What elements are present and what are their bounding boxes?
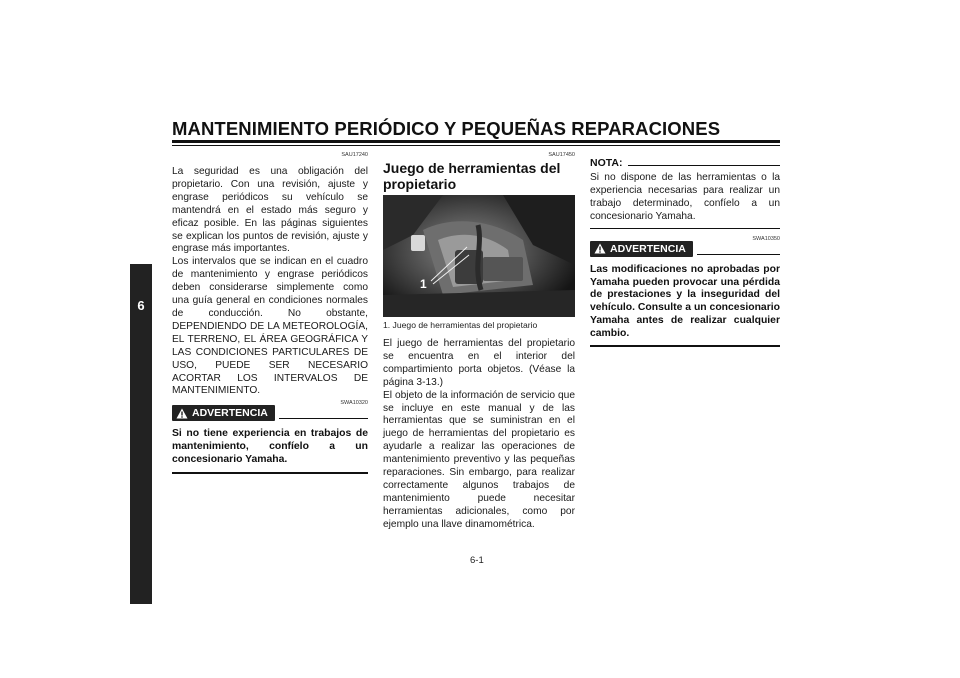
note-rule xyxy=(628,165,780,166)
warning-text: Si no tiene experiencia en trabajos de mantenimiento, confíelo a un concesionario Yamaha. xyxy=(172,428,368,466)
figure-caption: 1. Juego de herramientas del propietario xyxy=(383,320,538,330)
warning-reference-code: SWA10350 xyxy=(752,235,780,242)
warning-rule xyxy=(697,254,780,255)
page-title: MANTENIMIENTO PERIÓDICO Y PEQUEÑAS REPARACIONES xyxy=(172,118,721,139)
column-2 xyxy=(383,152,575,192)
warning-text: Las modificaciones no aprobadas por Yamaha pueden provocar una pérdida de prestaciones y la inseguridad del vehículo. Consulte a un concesionario Yamaha antes de realizar cualquier cambio. xyxy=(590,263,780,340)
reference-code: SAU17450 xyxy=(548,152,575,158)
column-1 xyxy=(172,152,368,474)
warning-label: ADVERTENCIA xyxy=(610,242,686,255)
warning-triangle-icon xyxy=(176,408,188,419)
note-text: Si no dispone de las herramientas o la experiencia necesarias para realizar un trabajo determinado, confíelo a un concesionario Yamaha. xyxy=(590,172,780,222)
page-number: 6-1 xyxy=(470,555,484,566)
warning-rule xyxy=(279,418,368,419)
chapter-number: 6 xyxy=(137,298,145,313)
section-heading: Juego de herramientas del propietario xyxy=(383,160,561,192)
warning-label: ADVERTENCIA xyxy=(192,407,268,420)
toolkit-photo-illustration xyxy=(383,195,575,317)
warning-end-rule xyxy=(590,345,780,347)
intro-text xyxy=(172,166,368,398)
warning-header xyxy=(172,404,368,422)
warning-end-rule xyxy=(172,472,368,474)
reference-code: SAU17240 xyxy=(341,152,368,158)
note-header xyxy=(590,157,780,169)
title-rule xyxy=(172,140,780,143)
paragraph: Los intervalos que se indican en el cuadro de mantenimiento y engrase periódicos deben considerarse simplemente como una guía general en condiciones normales de conducción. No obstante, DEPENDIENDO DE LA METEOROLOGÍA, EL TERRENO, EL ÁREA GEOGRÁFICA Y LAS CONDICIONES PARTICULARES DE USO, PUEDE SER NECESARIO ACORTAR LOS INTERVALOS DE MANTENIMIENTO. xyxy=(172,256,368,397)
chapter-tab xyxy=(130,264,152,604)
warning-triangle-icon xyxy=(594,243,606,254)
paragraph: El juego de herramientas del propietario se encuentra en el interior del compartimiento porta objetos. (Véase la página 3-13.) xyxy=(383,338,575,388)
warning-badge xyxy=(172,405,275,421)
toolkit-photo xyxy=(383,195,575,317)
column-3 xyxy=(590,157,780,347)
note-label: NOTA: xyxy=(590,157,623,169)
warning-reference-code: SWA10320 xyxy=(340,400,368,407)
toolkit-text xyxy=(383,338,575,532)
warning-header xyxy=(590,240,780,258)
warning-badge xyxy=(590,241,693,257)
title-rule-thin xyxy=(172,145,780,146)
paragraph: El objeto de la información de servicio que se incluye en este manual y de las herramientas que se suministran en el juego de herramientas del propietario es ayudarle a realizar las operaciones de mantenimiento preventivo y las pequeñas reparaciones. Sin embargo, para realizar correctamente algunos trabajos de mantenimiento puede necesitar herramientas adicionales, como por ejemplo una llave dinamométrica. xyxy=(383,389,575,530)
paragraph: La seguridad es una obligación del propietario. Con una revisión, ajuste y engrase periódicos su vehículo se mantendrá en el estado más seguro y eficaz posible. En las páginas siguientes se explican los puntos de revisión, ajuste y engrase más importantes. xyxy=(172,166,368,255)
figure-callout: 1 xyxy=(420,277,427,291)
note-end-rule xyxy=(590,228,780,229)
